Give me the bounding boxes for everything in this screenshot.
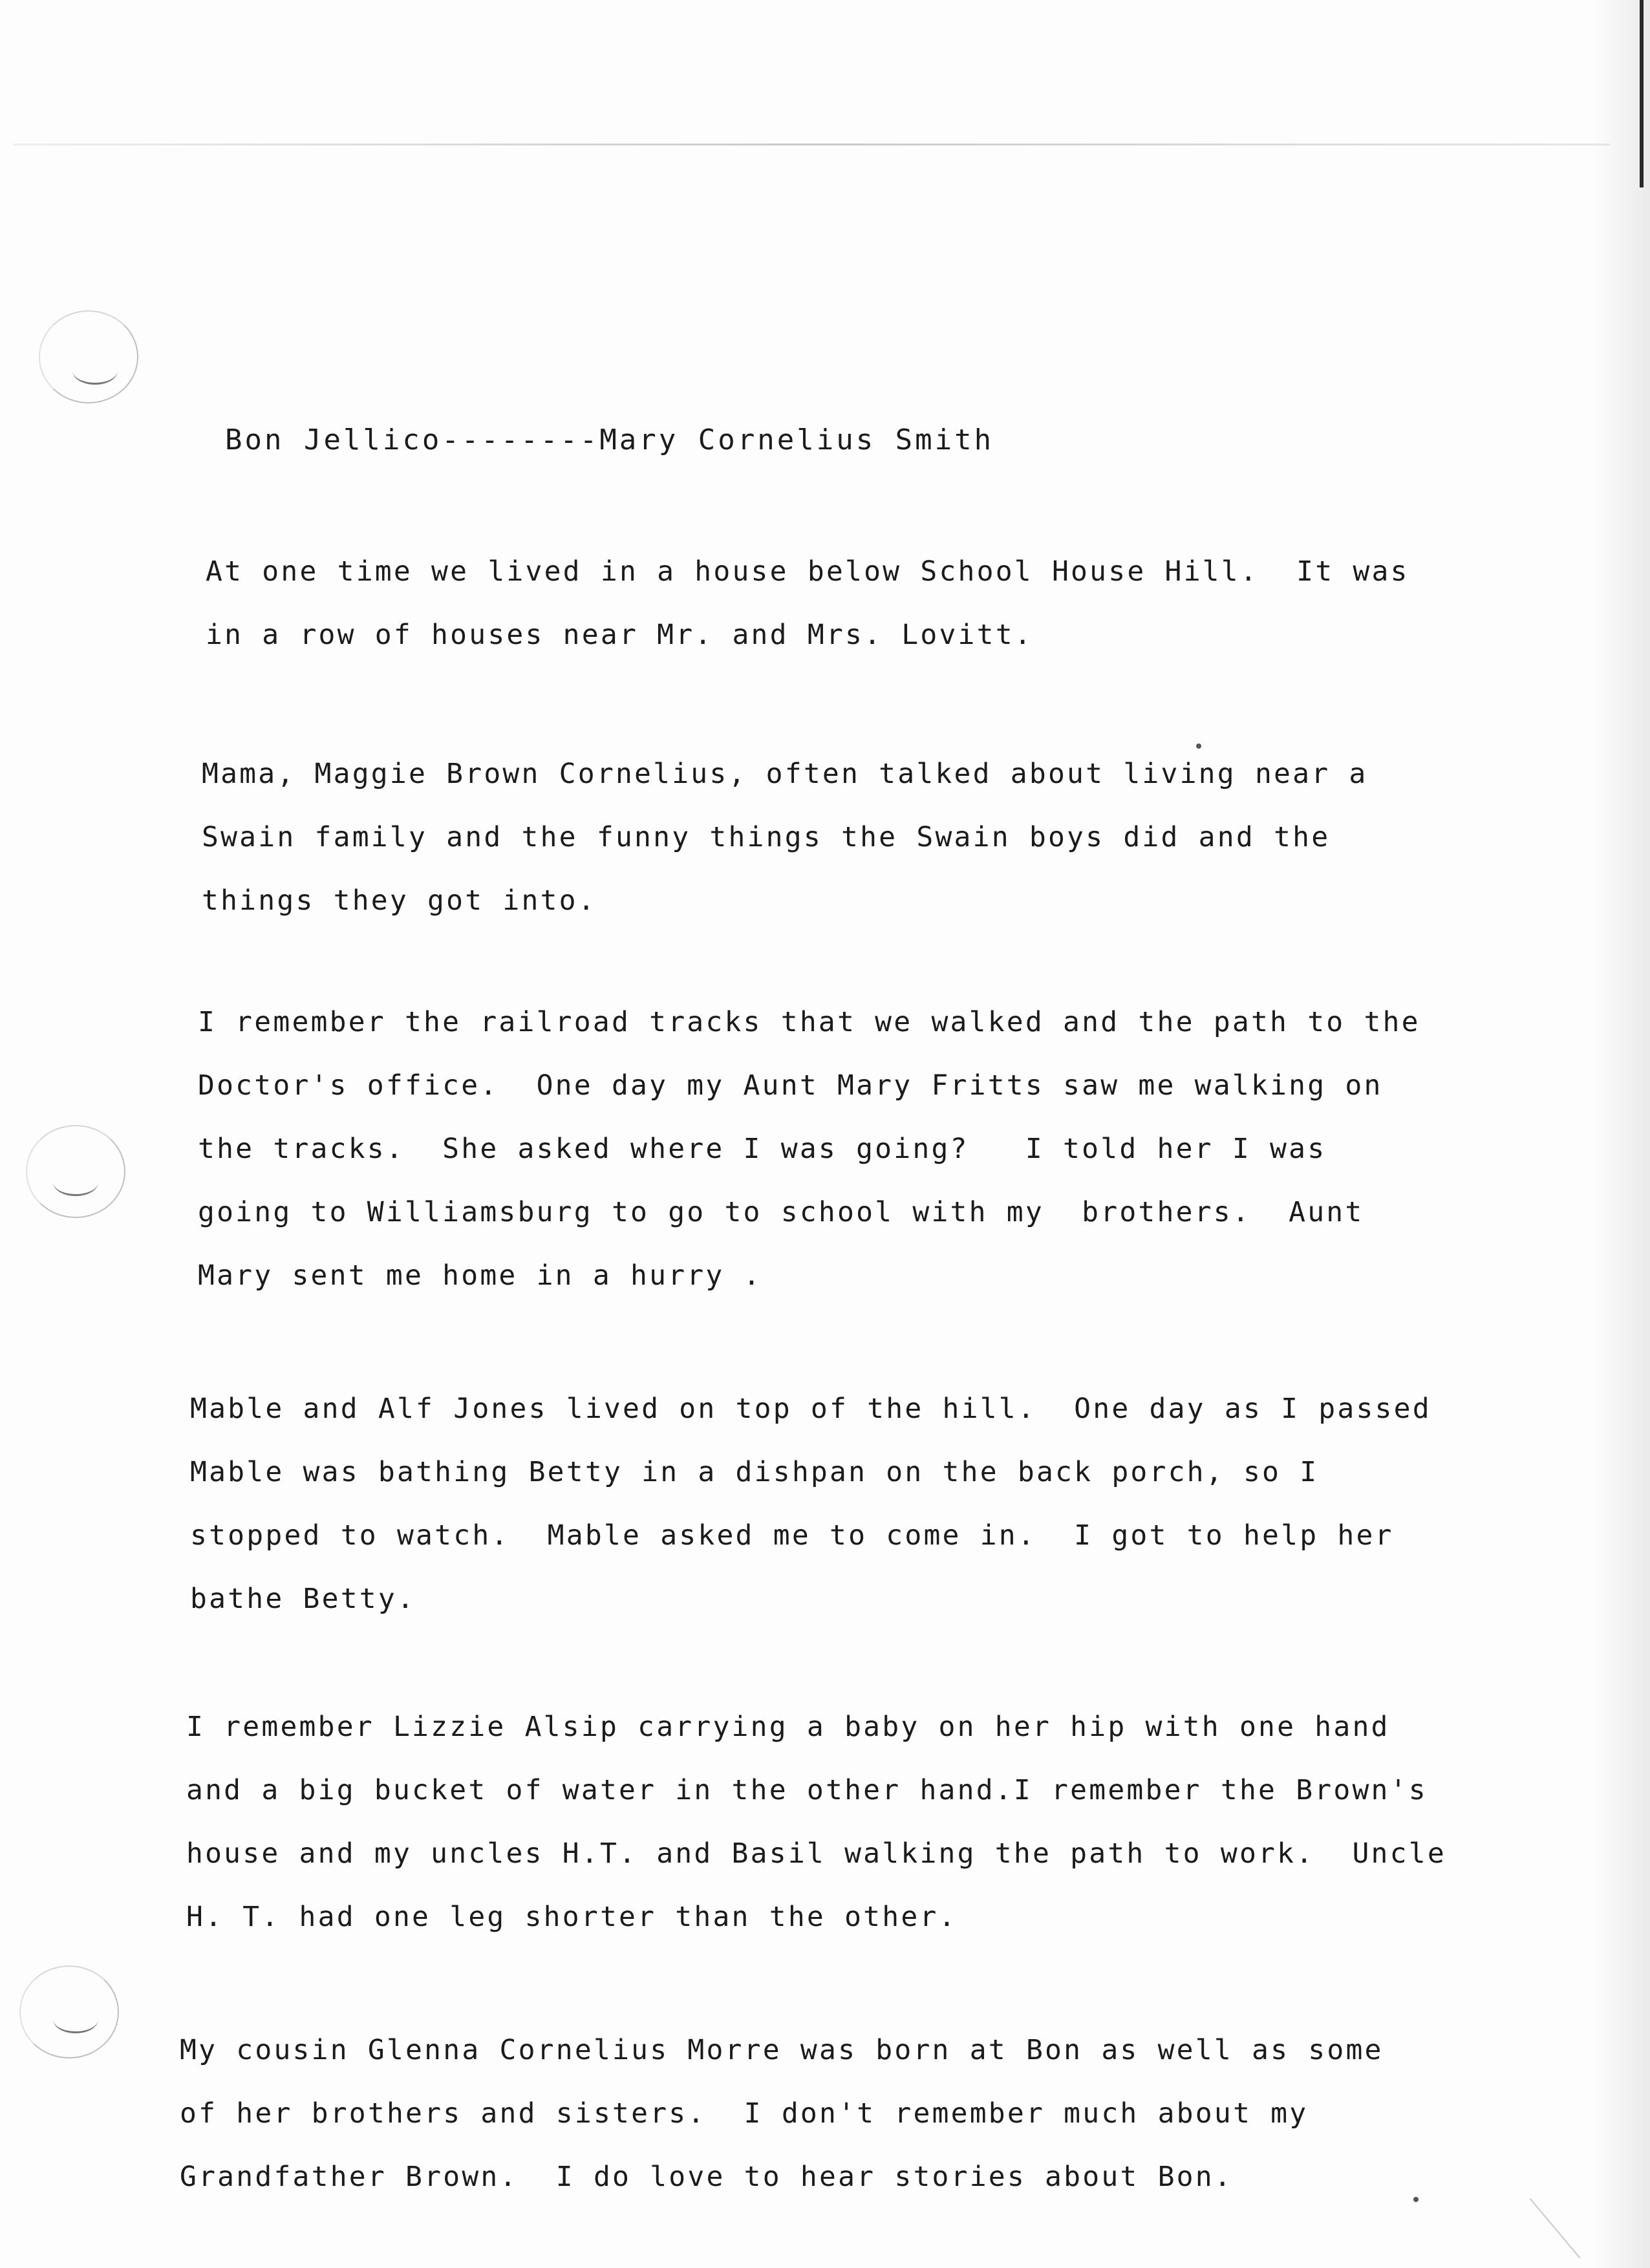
text-line: house and my uncles H.T. and Basil walking the path to work. Uncle — [186, 1837, 1446, 1870]
text-line: in a row of houses near Mr. and Mrs. Lovitt. — [206, 619, 1033, 651]
text-line: of her brothers and sisters. I don't remember much about my — [180, 2097, 1309, 2130]
text-line: the tracks. She asked where I was going? I told her I was — [198, 1133, 1327, 1165]
paragraph-2 — [202, 742, 1367, 932]
text-line: I remember the railroad tracks that we walked and the path to the — [198, 1006, 1420, 1038]
paragraph-1 — [206, 540, 1409, 667]
page-edge-shadow — [1592, 0, 1650, 2268]
page-edge-line — [1640, 0, 1644, 187]
hole-punch-curl — [53, 1168, 98, 1196]
hole-punch-curl — [72, 357, 118, 385]
document-title: Bon Jellico--------Mary Cornelius Smith — [225, 423, 994, 456]
hole-punch-bottom — [19, 1965, 119, 2059]
hole-punch-top — [39, 310, 138, 403]
text-line: My cousin Glenna Cornelius Morre was born at Bon as well as some — [180, 2034, 1384, 2066]
text-line: I remember Lizzie Alsip carrying a baby on her hip with one hand — [186, 1711, 1390, 1743]
text-line: Mama, Maggie Brown Cornelius, often talked about living near a — [202, 758, 1368, 790]
hole-punch-curl — [53, 2006, 98, 2033]
text-line: going to Williamsburg to go to school with my brothers. Aunt — [198, 1196, 1364, 1228]
paragraph-5 — [186, 1695, 1446, 1949]
page-fold-line — [13, 144, 1610, 145]
text-line: Doctor's office. One day my Aunt Mary Fritts saw me walking on — [198, 1069, 1383, 1102]
text-line: and a big bucket of water in the other hand.I remember the Brown's — [186, 1774, 1428, 1806]
text-line: things they got into. — [202, 884, 597, 917]
ink-speck — [1413, 2197, 1419, 2202]
text-line: Mable was bathing Betty in a dishpan on the back porch, so I — [190, 1456, 1319, 1488]
text-line: stopped to watch. Mable asked me to come in. I got to help her — [190, 1519, 1394, 1552]
text-line: Mary sent me home in a hurry . — [198, 1259, 762, 1292]
paragraph-6 — [180, 2018, 1384, 2209]
text-line: H. T. had one leg shorter than the other. — [186, 1901, 958, 1933]
paragraph-3 — [198, 990, 1420, 1307]
hole-punch-middle — [26, 1125, 125, 1218]
text-line: At one time we lived in a house below School House Hill. It was — [206, 555, 1409, 588]
paragraph-4 — [190, 1377, 1431, 1631]
text-line: Swain family and the funny things the Swain boys did and the — [202, 821, 1331, 853]
text-line: bathe Betty. — [190, 1583, 416, 1615]
text-line: Grandfather Brown. I do love to hear stories about Bon. — [180, 2161, 1233, 2193]
text-line: Mable and Alf Jones lived on top of the hill. One day as I passed — [190, 1393, 1431, 1425]
